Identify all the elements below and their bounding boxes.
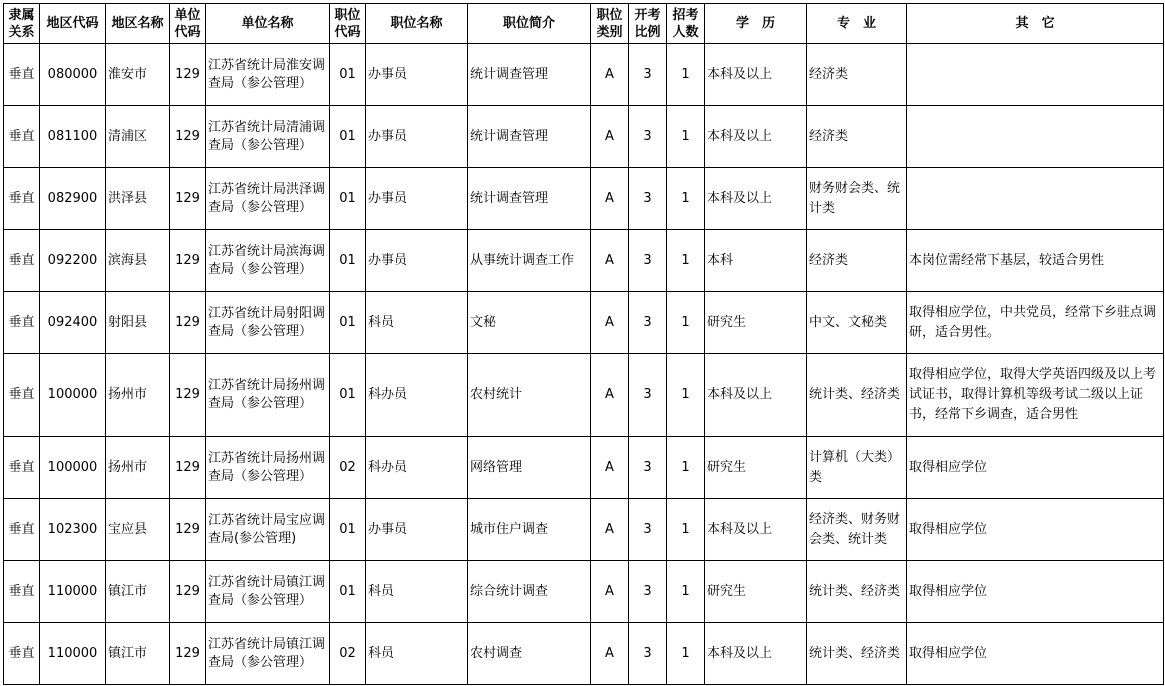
other-cell: 取得相应学位 [907,499,1164,561]
position-code-cell: 01 [330,292,366,354]
affiliation-cell: 垂直 [4,230,40,292]
exam-ratio-cell: 3 [629,354,667,437]
position-code-cell: 01 [330,561,366,623]
hire-count-cell: 1 [667,230,705,292]
table-row [4,623,1164,685]
position-desc-cell: 农村调查 [468,623,591,685]
unit-code-cell: 129 [170,623,206,685]
unit-code-cell: 129 [170,437,206,499]
affiliation-cell: 垂直 [4,168,40,230]
education-cell: 本科及以上 [705,354,807,437]
position-name-cell: 办事员 [366,44,468,106]
region-name-cell: 射阳县 [106,292,170,354]
region-code-cell: 092200 [40,230,106,292]
table-row [4,44,1164,106]
major-cell: 经济类 [807,106,907,168]
header-position-desc: 职位简介 [468,4,591,44]
position-name-cell: 办事员 [366,230,468,292]
region-code-cell: 092400 [40,292,106,354]
unit-name-cell: 江苏省统计局镇江调查局（参公管理） [206,561,330,623]
education-cell: 本科及以上 [705,44,807,106]
exam-ratio-cell: 3 [629,623,667,685]
table-row [4,292,1164,354]
position-desc-cell: 综合统计调查 [468,561,591,623]
position-code-cell: 02 [330,623,366,685]
hire-count-cell: 1 [667,561,705,623]
major-cell: 统计类、经济类 [807,561,907,623]
unit-name-cell: 江苏省统计局宝应调查局(参公管理) [206,499,330,561]
exam-ratio-cell: 3 [629,437,667,499]
unit-name-cell: 江苏省统计局扬州调查局（参公管理） [206,354,330,437]
exam-ratio-cell: 3 [629,230,667,292]
position-category-cell: A [591,499,629,561]
hire-count-cell: 1 [667,499,705,561]
position-category-cell: A [591,44,629,106]
unit-name-cell: 江苏省统计局射阳调查局（参公管理） [206,292,330,354]
exam-ratio-cell: 3 [629,499,667,561]
unit-code-cell: 129 [170,44,206,106]
position-category-cell: A [591,561,629,623]
affiliation-cell: 垂直 [4,623,40,685]
position-code-cell: 01 [330,230,366,292]
unit-code-cell: 129 [170,499,206,561]
region-code-cell: 081100 [40,106,106,168]
region-name-cell: 淮安市 [106,44,170,106]
major-cell: 经济类、财务财会类、统计类 [807,499,907,561]
major-cell: 经济类 [807,44,907,106]
table-body [4,44,1164,685]
unit-name-cell: 江苏省统计局淮安调查局（参公管理） [206,44,330,106]
header-major: 专 业 [807,4,907,44]
other-cell: 取得相应学位，取得大学英语四级及以上考试证书，取得计算机等级考试二级以上证书，经常下乡调查，适合男性 [907,354,1164,437]
position-category-cell: A [591,354,629,437]
region-name-cell: 扬州市 [106,437,170,499]
position-desc-cell: 统计调查管理 [468,168,591,230]
table-row [4,168,1164,230]
header-education: 学 历 [705,4,807,44]
region-name-cell: 镇江市 [106,561,170,623]
other-cell: 取得相应学位 [907,437,1164,499]
unit-name-cell: 江苏省统计局滨海调查局（参公管理） [206,230,330,292]
region-code-cell: 102300 [40,499,106,561]
position-code-cell: 02 [330,437,366,499]
hire-count-cell: 1 [667,354,705,437]
region-code-cell: 080000 [40,44,106,106]
header-affiliation: 隶属关系 [4,4,40,44]
major-cell: 计算机（大类）类 [807,437,907,499]
position-desc-cell: 统计调查管理 [468,44,591,106]
exam-ratio-cell: 3 [629,168,667,230]
major-cell: 中文、文秘类 [807,292,907,354]
unit-name-cell: 江苏省统计局扬州调查局（参公管理） [206,437,330,499]
table-row [4,230,1164,292]
hire-count-cell: 1 [667,168,705,230]
major-cell: 统计类、经济类 [807,354,907,437]
unit-code-cell: 129 [170,106,206,168]
position-category-cell: A [591,437,629,499]
table-row [4,106,1164,168]
hire-count-cell: 1 [667,292,705,354]
affiliation-cell: 垂直 [4,106,40,168]
other-cell [907,168,1164,230]
education-cell: 研究生 [705,292,807,354]
region-code-cell: 100000 [40,354,106,437]
position-name-cell: 办事员 [366,499,468,561]
region-code-cell: 110000 [40,561,106,623]
table-row [4,354,1164,437]
header-position-category: 职位类别 [591,4,629,44]
header-exam-ratio: 开考比例 [629,4,667,44]
header-position-code: 职位代码 [330,4,366,44]
unit-name-cell: 江苏省统计局清浦调查局（参公管理） [206,106,330,168]
unit-code-cell: 129 [170,561,206,623]
education-cell: 本科及以上 [705,106,807,168]
major-cell: 财务财会类、统计类 [807,168,907,230]
header-position-name: 职位名称 [366,4,468,44]
region-name-cell: 滨海县 [106,230,170,292]
header-unit-name: 单位名称 [206,4,330,44]
unit-name-cell: 江苏省统计局洪泽调查局（参公管理） [206,168,330,230]
header-region-code: 地区代码 [40,4,106,44]
other-cell: 取得相应学位，中共党员，经常下乡驻点调研，适合男性。 [907,292,1164,354]
position-desc-cell: 从事统计调查工作 [468,230,591,292]
region-name-cell: 清浦区 [106,106,170,168]
header-unit-code: 单位代码 [170,4,206,44]
position-code-cell: 01 [330,168,366,230]
exam-ratio-cell: 3 [629,106,667,168]
other-cell [907,106,1164,168]
affiliation-cell: 垂直 [4,561,40,623]
unit-name-cell: 江苏省统计局镇江调查局（参公管理） [206,623,330,685]
position-code-cell: 01 [330,499,366,561]
education-cell: 本科及以上 [705,499,807,561]
position-category-cell: A [591,292,629,354]
header-region-name: 地区名称 [106,4,170,44]
other-cell: 取得相应学位 [907,561,1164,623]
unit-code-cell: 129 [170,292,206,354]
region-name-cell: 宝应县 [106,499,170,561]
region-name-cell: 镇江市 [106,623,170,685]
education-cell: 研究生 [705,561,807,623]
education-cell: 研究生 [705,437,807,499]
position-desc-cell: 农村统计 [468,354,591,437]
region-code-cell: 110000 [40,623,106,685]
position-name-cell: 科员 [366,623,468,685]
position-name-cell: 办事员 [366,106,468,168]
position-name-cell: 科办员 [366,354,468,437]
other-cell: 取得相应学位 [907,623,1164,685]
major-cell: 经济类 [807,230,907,292]
table-row [4,437,1164,499]
position-name-cell: 办事员 [366,168,468,230]
affiliation-cell: 垂直 [4,437,40,499]
position-desc-cell: 网络管理 [468,437,591,499]
other-cell [907,44,1164,106]
affiliation-cell: 垂直 [4,292,40,354]
position-code-cell: 01 [330,106,366,168]
position-desc-cell: 统计调查管理 [468,106,591,168]
region-name-cell: 扬州市 [106,354,170,437]
header-other: 其 它 [907,4,1164,44]
table-row [4,499,1164,561]
position-category-cell: A [591,106,629,168]
position-code-cell: 01 [330,44,366,106]
position-name-cell: 科员 [366,561,468,623]
hire-count-cell: 1 [667,623,705,685]
education-cell: 本科及以上 [705,168,807,230]
position-name-cell: 科员 [366,292,468,354]
header-hire-count: 招考人数 [667,4,705,44]
major-cell: 统计类、经济类 [807,623,907,685]
position-code-cell: 01 [330,354,366,437]
position-category-cell: A [591,230,629,292]
unit-code-cell: 129 [170,354,206,437]
affiliation-cell: 垂直 [4,354,40,437]
table-row [4,561,1164,623]
hire-count-cell: 1 [667,106,705,168]
region-code-cell: 082900 [40,168,106,230]
position-name-cell: 科办员 [366,437,468,499]
region-name-cell: 洪泽县 [106,168,170,230]
exam-ratio-cell: 3 [629,561,667,623]
education-cell: 本科 [705,230,807,292]
other-cell: 本岗位需经常下基层，较适合男性 [907,230,1164,292]
exam-ratio-cell: 3 [629,44,667,106]
header-row [4,4,1164,44]
position-category-cell: A [591,168,629,230]
position-desc-cell: 文秘 [468,292,591,354]
affiliation-cell: 垂直 [4,499,40,561]
position-desc-cell: 城市住户调查 [468,499,591,561]
hire-count-cell: 1 [667,437,705,499]
hire-count-cell: 1 [667,44,705,106]
exam-ratio-cell: 3 [629,292,667,354]
region-code-cell: 100000 [40,437,106,499]
recruitment-table [3,3,1164,685]
affiliation-cell: 垂直 [4,44,40,106]
position-category-cell: A [591,623,629,685]
education-cell: 本科及以上 [705,623,807,685]
unit-code-cell: 129 [170,230,206,292]
unit-code-cell: 129 [170,168,206,230]
